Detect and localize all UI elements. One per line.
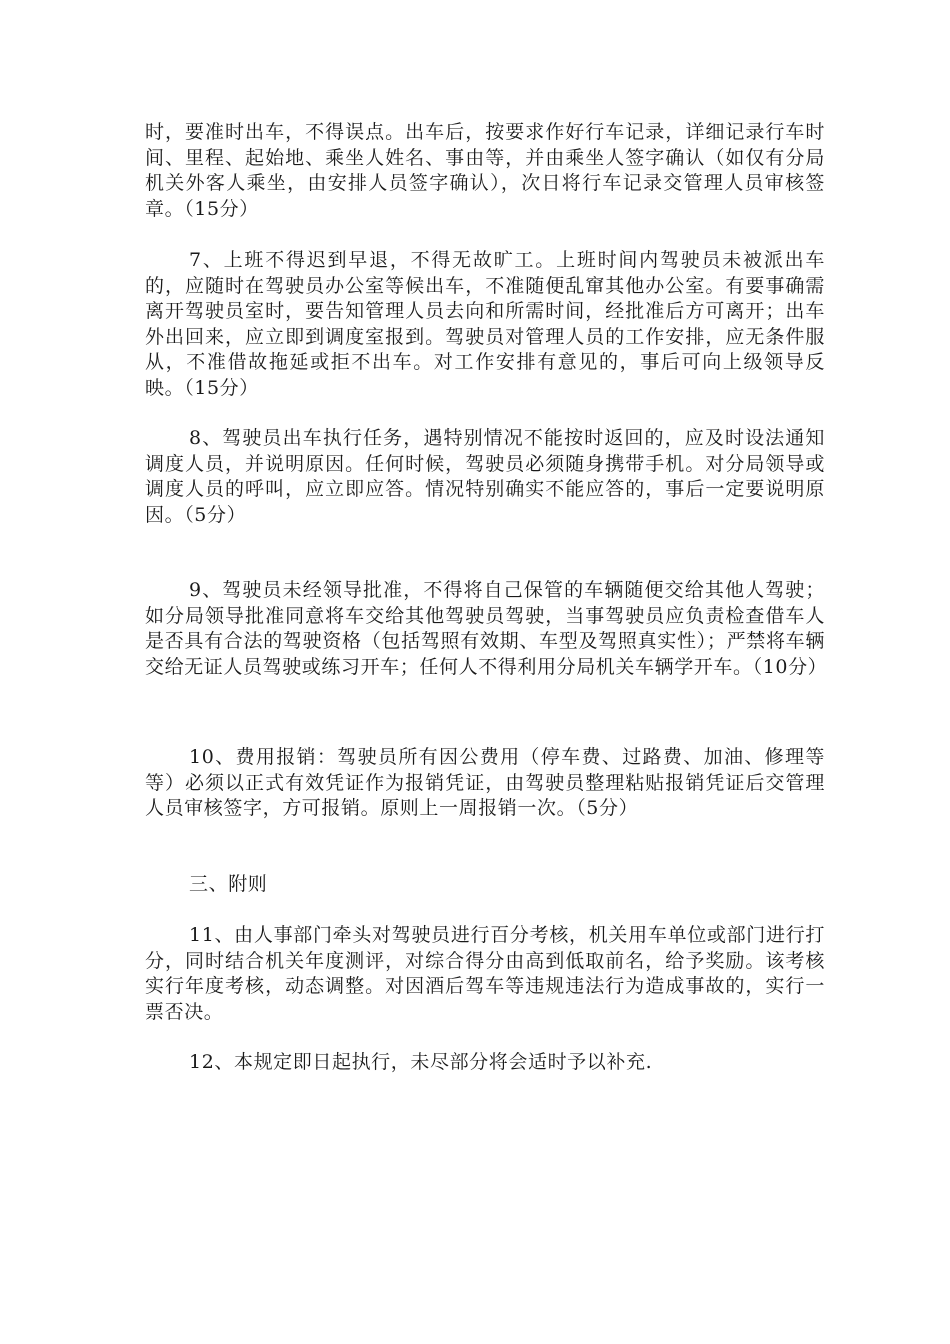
paragraph-item-9: 9、驾驶员未经领导批准，不得将自己保管的车辆随便交给其他人驾驶；如分局领导批准同意将车交给其他驾驶员驾驶，当事驾驶员应负责检查借车人是否具有合法的驾驶资格（包括驾照有效期、车型及驾照真实性）；严禁将车辆交给无证人员驾驶或练习开车；任何人不得利用分局机关车辆学开车。（10分） [145, 579, 828, 678]
paragraph-continuation: 时，要准时出车，不得误点。出车后，按要求作好行车记录，详细记录行车时间、里程、起始地、乘坐人姓名、事由等，并由乘坐人签字确认（如仅有分局机关外客人乘坐，由安排人员签字确认），次日将行车记录交管理人员审核签章。（15分） [145, 121, 825, 220]
paragraph-item-7: 7、上班不得迟到早退，不得无故旷工。上班时间内驾驶员未被派出车的，应随时在驾驶员办公室等候出车，不准随便乱窜其他办公室。有要事确需离开驾驶员室时，要告知管理人员去向和所需时间，经批准后方可离开；出车外出回来，应立即到调度室报到。驾驶员对管理人员的工作安排，应无条件服从，不准借故拖延或拒不出车。对工作安排有意见的，事后可向上级领导反映。（15分） [145, 249, 825, 399]
paragraph-item-12: 12、本规定即日起执行，未尽部分将会适时予以补充. [189, 1051, 653, 1073]
paragraph-item-10: 10、费用报销：驾驶员所有因公费用（停车费、过路费、加油、修理等等）必须以正式有效凭证作为报销凭证，由驾驶员整理粘贴报销凭证后交管理人员审核签字，方可报销。原则上一周报销一次。（5分） [145, 746, 825, 819]
paragraph-item-8: 8、驾驶员出车执行任务，遇特别情况不能按时返回的，应及时设法通知调度人员，并说明原因。任何时候，驾驶员必须随身携带手机。对分局领导或调度人员的呼叫，应立即应答。情况特别确实不能应答的，事后一定要说明原因。（5分） [145, 427, 825, 526]
section-heading-appendix: 三、附则 [189, 873, 268, 895]
paragraph-item-11: 11、由人事部门牵头对驾驶员进行百分考核，机关用车单位或部门进行打分，同时结合机关年度测评，对综合得分由高到低取前名，给予奖励。该考核实行年度考核，动态调整。对因酒后驾车等违规违法行为造成事故的，实行一票否决。 [145, 924, 825, 1023]
